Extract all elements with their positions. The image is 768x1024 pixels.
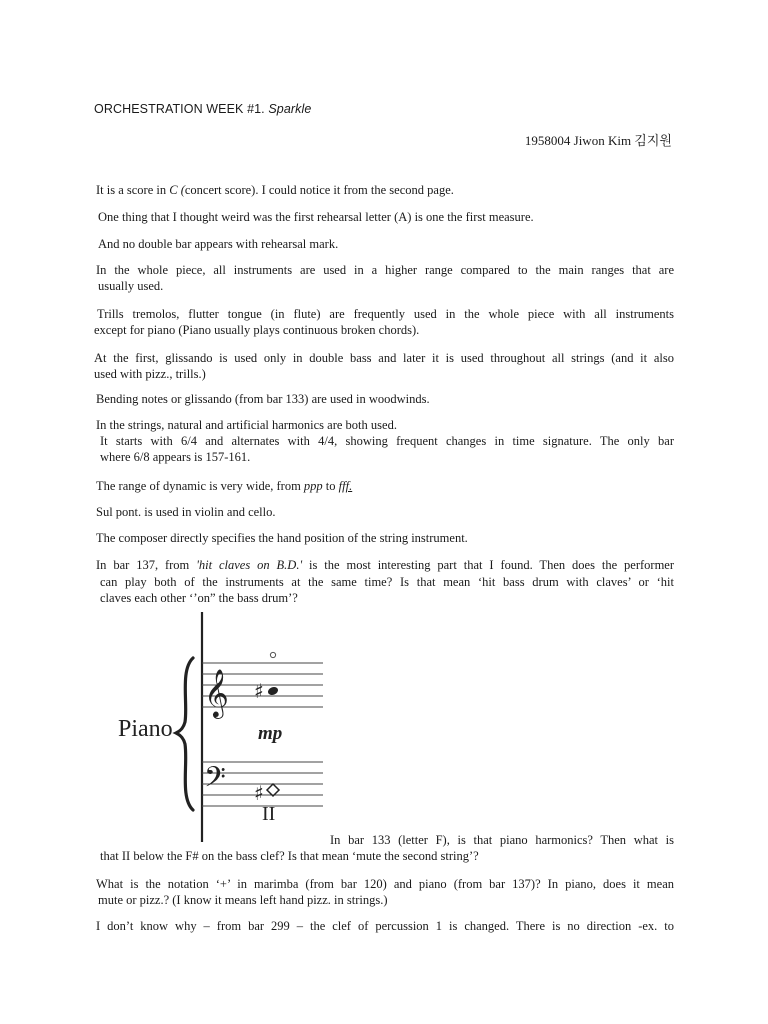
paragraph-plus-notation-line-2: mute or pizz.? (I know it means left hand pizz. in strings.)	[98, 893, 388, 907]
paragraph-text: concert score). I could notice it from the second page.	[184, 183, 454, 197]
paragraph-time-signature-line-2: where 6/8 appears is 157-161.	[100, 450, 251, 464]
paragraph-text: is the most interesting part that I found. Then does the performer	[302, 558, 675, 572]
dynamic-ppp: ppp	[303, 479, 323, 493]
paragraph-hand-position: The composer directly specifies the hand position of the string instrument.	[96, 531, 468, 545]
paragraph-glissando-line-1: At the first, glissando is used only in double bass and later it is used throughout all strings (and it also	[94, 351, 674, 365]
harmonic-circle-icon	[270, 652, 275, 657]
paragraph-text-italic: 'hit claves on B.D.'	[196, 558, 303, 572]
score-excerpt-drawing	[96, 612, 323, 842]
paragraph-double-bar: And no double bar appears with rehearsal mark.	[98, 237, 339, 251]
paragraph-dynamics	[96, 478, 352, 494]
grand-staff-brace	[176, 658, 193, 810]
bass-diamond-note-head	[267, 784, 279, 796]
paragraph-trills-line-2: except for piano (Piano usually plays continuous broken chords).	[94, 323, 420, 337]
paragraph-trills-line-1: Trills tremolos, flutter tongue (in flute) are frequently used in the whole piece with all instruments	[97, 307, 674, 321]
dynamic-fff: fff.	[338, 479, 353, 493]
paragraph-time-signature-line-1: It starts with 6/4 and alternates with 4/4, showing frequent changes in time signature. The only bar	[100, 434, 674, 448]
treble-sharp-icon: ♯	[254, 679, 264, 703]
piano-score-excerpt	[96, 612, 323, 842]
piano-instrument-label: Piano	[118, 716, 173, 742]
paragraph-plus-notation-line-1: What is the notation ‘+’ in marimba (from bar 120) and piano (from bar 137)? In piano, does it mean	[96, 877, 674, 891]
paragraph-text: to	[322, 479, 339, 493]
paragraph-range-line-1: In the whole piece, all instruments are used in a higher range compared to the main ranges that are	[96, 263, 674, 277]
paragraph-text: It is a score in	[96, 183, 170, 197]
bass-clef-icon: 𝄢	[204, 761, 226, 801]
string-number-marking: II	[262, 803, 276, 825]
paragraph-bending-notes: Bending notes or glissando (from bar 133) are used in woodwinds.	[96, 392, 430, 406]
paragraph-claves-line-2: can play both of the instruments at the same time? Is that mean ‘hit bass drum with claves’ or ‘hit	[100, 575, 674, 589]
paragraph-percussion-clef: I don’t know why – from bar 299 – the clef of percussion 1 is changed. There is no direction -ex. to	[96, 919, 674, 933]
title-piece-name: Sparkle	[268, 102, 312, 116]
paragraph-sul-pont: Sul pont. is used in violin and cello.	[96, 505, 276, 519]
paragraph-score-type	[96, 182, 454, 198]
bass-sharp-icon: ♯	[254, 781, 264, 805]
treble-clef-icon: 𝄞	[204, 668, 229, 717]
title-main: ORCHESTRATION WEEK #1.	[94, 102, 269, 116]
paragraph-range-line-2: usually used.	[98, 279, 164, 293]
treble-note-head	[267, 686, 279, 697]
paragraph-claves-line-1	[96, 557, 674, 573]
document-title	[94, 102, 311, 116]
paragraph-piano-harmonics-line-2: that II below the F# on the bass clef? Is that mean ‘mute the second string’?	[100, 849, 479, 863]
paragraph-text-italic: C (	[169, 183, 185, 197]
paragraph-harmonics: In the strings, natural and artificial harmonics are both used.	[96, 418, 397, 432]
paragraph-text: In bar 137, from	[96, 558, 197, 572]
paragraph-piano-harmonics-line-1: In bar 133 (letter F), is that piano harmonics? Then what is	[330, 833, 674, 847]
paragraph-text: The range of dynamic is very wide, from	[96, 479, 304, 493]
paragraph-glissando-line-2: used with pizz., trills.)	[94, 367, 206, 381]
dynamic-mp-marking: mp	[258, 723, 283, 744]
author-line: 1958004 Jiwon Kim 김지원	[524, 133, 672, 148]
paragraph-claves-line-3: claves each other ‘’on” the bass drum’?	[100, 591, 298, 605]
paragraph-rehearsal-letter: One thing that I thought weird was the first rehearsal letter (A) is one the first measure.	[98, 210, 534, 224]
